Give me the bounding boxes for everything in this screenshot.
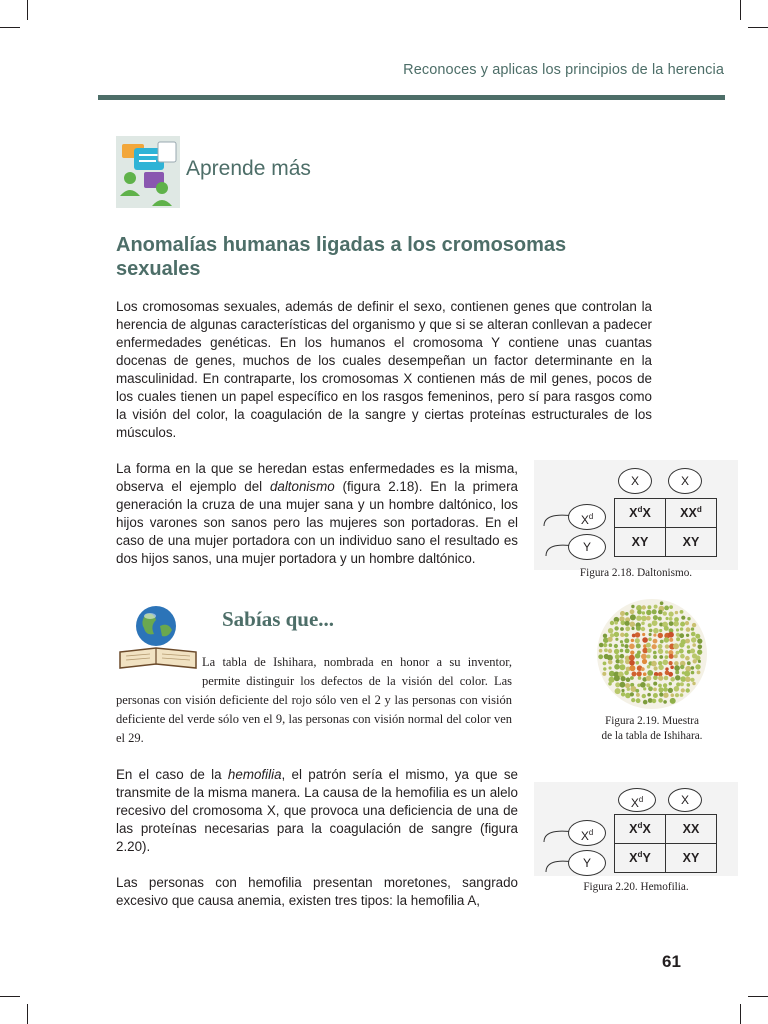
ishihara-dot xyxy=(642,633,645,636)
ishihara-dot xyxy=(629,665,635,671)
ishihara-dot xyxy=(658,684,662,688)
ishihara-dot xyxy=(663,693,668,698)
ishihara-dot xyxy=(658,633,663,638)
ishihara-dot xyxy=(680,610,684,614)
figure-daltonismo xyxy=(534,460,738,572)
ishihara-dot xyxy=(676,682,680,686)
ishihara-dot xyxy=(653,628,659,634)
ishihara-dot xyxy=(646,616,651,621)
ishihara-dot xyxy=(658,687,663,692)
ishihara-dot xyxy=(619,659,624,664)
header-rule xyxy=(98,95,725,100)
ishihara-dot xyxy=(687,683,691,687)
ishihara-dot xyxy=(648,686,653,691)
ishihara-dot xyxy=(671,693,675,697)
ishihara-dot xyxy=(680,682,684,686)
ishihara-dot xyxy=(646,643,651,648)
crop-mark xyxy=(0,996,20,997)
ishihara-dot xyxy=(674,665,680,671)
allele-side-top: $X^d$ xyxy=(568,820,606,846)
ishihara-dot xyxy=(665,655,669,659)
ishihara-dot xyxy=(615,682,620,687)
ishihara-dot xyxy=(652,699,657,704)
table-row xyxy=(615,844,717,873)
ishihara-dot xyxy=(697,639,702,644)
ishihara-dot xyxy=(615,654,620,659)
ishihara-dot xyxy=(663,660,669,666)
punnett-cell: $X^dY$ xyxy=(615,844,666,873)
ishihara-dot xyxy=(608,660,613,665)
ishihara-dot xyxy=(636,626,641,631)
ishihara-dot xyxy=(625,626,630,631)
crop-mark xyxy=(27,0,28,20)
punnett-cell: XY xyxy=(666,844,717,873)
ishihara-dot xyxy=(668,632,674,638)
ishihara-dot xyxy=(674,686,680,692)
table-row xyxy=(615,499,717,528)
ishihara-dot xyxy=(625,693,631,699)
allele-side-top: $X^d$ xyxy=(568,504,606,530)
ishihara-dot xyxy=(681,616,685,620)
ishihara-dot xyxy=(635,689,639,693)
ishihara-dot xyxy=(624,644,628,648)
ishihara-dot xyxy=(679,642,684,647)
section-title: Aprende más xyxy=(186,157,311,180)
sabias-title: Sabías que... xyxy=(222,607,335,631)
ishihara-dot xyxy=(609,643,613,647)
ishihara-dot xyxy=(675,611,678,614)
allele-top-left: $X^d$ xyxy=(618,788,656,812)
ishihara-dot xyxy=(658,661,662,665)
ishihara-dot xyxy=(629,655,635,661)
ishihara-dot xyxy=(668,688,673,693)
allele-top-left: X xyxy=(618,468,652,494)
ishihara-dot xyxy=(676,651,680,655)
ishihara-dot xyxy=(603,634,607,638)
article-title: Anomalías humanas ligadas a los cromosomas sexuales xyxy=(116,234,567,280)
ishihara-dot xyxy=(685,639,690,644)
punnett-cell: XY xyxy=(666,528,717,557)
ishihara-dot xyxy=(658,644,663,649)
ishihara-dot xyxy=(647,655,651,659)
table-row xyxy=(615,528,717,557)
crop-mark xyxy=(0,27,20,28)
ishihara-dot xyxy=(624,633,628,637)
ishihara-dot xyxy=(640,682,646,688)
ishihara-dot xyxy=(691,666,695,670)
ishihara-dot xyxy=(670,677,675,682)
ishihara-dot xyxy=(620,611,625,616)
ishihara-dot xyxy=(607,655,613,661)
ishihara-dot xyxy=(663,687,668,692)
ishihara-dot xyxy=(652,644,657,649)
ishihara-dot xyxy=(673,621,679,627)
ishihara-dot xyxy=(615,638,618,641)
ishihara-dot xyxy=(621,644,624,647)
ishihara-dot xyxy=(693,659,697,663)
ishihara-dot xyxy=(659,629,662,632)
ishihara-dot xyxy=(679,633,684,638)
punnett-cell: XX xyxy=(666,815,717,844)
ishihara-dot xyxy=(642,659,647,664)
ishihara-dot xyxy=(641,622,645,626)
ishihara-dot xyxy=(620,682,626,688)
allele-top-right: X xyxy=(668,788,702,812)
ishihara-dot xyxy=(599,643,604,648)
ishihara-dot xyxy=(679,649,684,654)
ishihara-dot xyxy=(691,627,694,630)
ishihara-dot xyxy=(669,654,674,659)
ishihara-dot xyxy=(629,660,635,666)
crop-mark xyxy=(27,1004,28,1024)
ishihara-dot xyxy=(631,605,634,608)
punnett-cell: $XX^d$ xyxy=(666,499,717,528)
ishihara-dot xyxy=(649,629,653,633)
ishihara-dot xyxy=(687,645,690,648)
ishihara-dot xyxy=(641,667,645,671)
paragraph-daltonismo xyxy=(116,460,518,568)
ishihara-dot xyxy=(653,676,658,681)
ishihara-dot xyxy=(631,639,634,642)
ishihara-dot xyxy=(665,650,668,653)
allele-side-bottom: Y xyxy=(568,850,606,876)
ishihara-dot xyxy=(669,661,673,665)
ishihara-dot xyxy=(641,627,645,631)
ishihara-dot xyxy=(635,653,640,658)
ishihara-dot xyxy=(608,682,612,686)
ishihara-dot xyxy=(614,626,618,630)
sabias-paragraph: La tabla de Ishihara, nombrada en honor a su inventor, permite distinguir los defectos de la visión del color. Las personas con visión deficiente del rojo sólo ven el 2 y las personas con visión deficiente del verde sólo ven el 9, las personas con visión normal del color ven el 29. xyxy=(116,655,512,745)
ishihara-dot xyxy=(619,664,625,670)
ishihara-dot xyxy=(691,632,696,637)
ishihara-dot xyxy=(609,666,612,669)
ishihara-dot xyxy=(670,666,674,670)
paragraph-hemofilia xyxy=(116,766,518,856)
ishihara-dot xyxy=(666,617,669,620)
ishihara-dot xyxy=(664,626,669,631)
ishihara-dot xyxy=(664,606,669,611)
ishihara-dot xyxy=(636,616,641,621)
ishihara-dot xyxy=(652,620,658,626)
ishihara-dot xyxy=(664,637,669,642)
ishihara-dot xyxy=(631,627,634,630)
ishihara-dot xyxy=(669,638,673,642)
ishihara-dot xyxy=(691,637,696,642)
ishihara-dot xyxy=(669,617,673,621)
ishihara-dot xyxy=(636,693,640,697)
crop-mark xyxy=(740,0,741,20)
ishihara-dot xyxy=(676,637,680,641)
sabias-text xyxy=(116,653,512,748)
ishihara-dot xyxy=(621,689,624,692)
ishihara-dot xyxy=(631,698,635,702)
ishihara-dot xyxy=(670,698,676,704)
ishihara-dot xyxy=(653,688,657,692)
ishihara-dot xyxy=(653,634,656,637)
ishihara-dot xyxy=(630,609,635,614)
ishihara-dot xyxy=(659,655,663,659)
ishihara-dot xyxy=(649,633,652,636)
ishihara-dot xyxy=(653,693,658,698)
ishihara-dot xyxy=(637,671,642,676)
ishihara-dot xyxy=(635,638,640,643)
people-chat-icon xyxy=(114,134,182,210)
ishihara-dot xyxy=(663,700,667,704)
ishihara-dot xyxy=(695,634,700,639)
ishihara-dot xyxy=(660,640,664,644)
ishihara-dot xyxy=(624,671,629,676)
term-hemofilia: hemofilia xyxy=(227,767,282,782)
ishihara-dot xyxy=(615,688,621,694)
punnett-cell: $X^dX$ xyxy=(615,815,666,844)
ishihara-dot xyxy=(685,621,689,625)
ishihara-dot xyxy=(620,640,623,643)
paragraph-hemofilia-tipos: Las personas con hemofilia presentan moretones, sangrado excesivo que causa anemia, existen tres tipos: la hemofilia A, xyxy=(116,875,518,908)
term-daltonismo: daltonismo xyxy=(269,479,335,494)
ishihara-dot xyxy=(636,698,641,703)
ishihara-dot xyxy=(602,672,606,676)
ishihara-dot xyxy=(614,621,618,625)
ishihara-dot xyxy=(614,649,619,654)
ishihara-dot xyxy=(663,683,667,687)
ishihara-dot xyxy=(669,682,672,685)
ishihara-dot xyxy=(630,614,636,620)
ishihara-dot xyxy=(654,666,658,670)
ishihara-dot xyxy=(642,611,645,614)
ishihara-dot xyxy=(614,664,620,670)
ishihara-dot xyxy=(625,649,630,654)
ishihara-dot xyxy=(630,622,636,628)
ishihara-dot xyxy=(687,661,691,665)
ishihara-dot xyxy=(630,676,634,680)
ishihara-dot xyxy=(599,649,603,653)
ishihara-dot xyxy=(658,617,662,621)
ishihara-dot xyxy=(627,688,630,691)
ishihara-dot xyxy=(653,655,657,659)
ishihara-dot xyxy=(685,677,690,682)
ishihara-dot xyxy=(665,667,668,670)
ishihara-dot xyxy=(641,616,647,622)
ishihara-dot xyxy=(608,637,613,642)
ishihara-dot xyxy=(647,605,651,609)
ishihara-plate xyxy=(596,598,708,710)
ishihara-dot xyxy=(620,627,624,631)
ishihara-dot xyxy=(646,610,651,615)
ishihara-dot xyxy=(624,638,629,643)
ishihara-dot xyxy=(620,649,624,653)
ishihara-dot xyxy=(686,627,691,632)
ishihara-dot xyxy=(695,664,700,669)
ishihara-dot xyxy=(621,692,625,696)
ishihara-dot xyxy=(604,648,608,652)
ishihara-dot xyxy=(646,676,651,681)
ishihara-dot xyxy=(642,694,646,698)
ishihara-dot xyxy=(698,645,703,650)
ishihara-dot xyxy=(641,654,647,660)
ishihara-dot xyxy=(674,654,678,658)
ishihara-dot xyxy=(636,644,641,649)
ishihara-dot xyxy=(621,676,626,681)
punnett-square xyxy=(614,498,717,557)
ishihara-dot xyxy=(653,651,657,655)
caption-line: Figura 2.19. Muestra xyxy=(605,715,699,727)
ishihara-dot xyxy=(647,665,651,669)
ishihara-dot xyxy=(692,643,696,647)
ishihara-dot xyxy=(648,623,652,627)
ishihara-dot xyxy=(675,670,679,674)
ishihara-dot xyxy=(658,610,663,615)
ishihara-dot xyxy=(651,661,657,667)
ishihara-dot xyxy=(697,650,702,655)
ishihara-dot xyxy=(648,638,652,642)
ishihara-dot xyxy=(692,682,695,685)
punnett-cell: $X^dX$ xyxy=(615,499,666,528)
ishihara-dot xyxy=(603,662,607,666)
ishihara-dot xyxy=(680,622,685,627)
ishihara-dot xyxy=(685,656,690,661)
ishihara-dot xyxy=(658,649,663,654)
ishihara-dot xyxy=(680,693,684,697)
ishihara-dot xyxy=(653,639,658,644)
ishihara-dot xyxy=(638,676,642,680)
ishihara-dot xyxy=(608,628,613,633)
ishihara-dot xyxy=(598,654,603,659)
ishihara-dot xyxy=(642,605,646,609)
ishihara-dot xyxy=(690,649,695,654)
paragraph-text: , el patrón sería el mismo, ya que se transmite de la misma manera. La causa de la hemofilia es un alelo recesivo del cromosoma X, que provoca una deficiencia de una de las proteínas necesarias para la coagulación de sangre (figura 2.20). xyxy=(116,767,518,854)
ishihara-dot xyxy=(609,677,615,683)
ishihara-dot xyxy=(635,632,640,637)
crop-mark xyxy=(748,996,768,997)
ishihara-dot xyxy=(676,628,679,631)
ishihara-dot xyxy=(625,683,630,688)
figure-caption xyxy=(578,714,726,744)
ishihara-dot xyxy=(658,665,663,670)
table-row xyxy=(615,815,717,844)
ishihara-dot xyxy=(691,671,695,675)
ishihara-dot xyxy=(684,671,690,677)
ishihara-dot xyxy=(653,682,657,686)
ishihara-dot xyxy=(680,627,683,630)
ishihara-dot xyxy=(673,643,679,649)
ishihara-dot xyxy=(675,693,679,697)
ishihara-dot xyxy=(698,660,701,663)
ishihara-dot xyxy=(647,693,651,697)
ishihara-dot xyxy=(665,644,669,648)
ishihara-dot xyxy=(660,601,664,605)
ishihara-dot xyxy=(647,648,652,653)
ishihara-dot xyxy=(647,670,653,676)
ishihara-dot xyxy=(654,605,658,609)
allele-top-right: X xyxy=(668,468,702,494)
ishihara-dot xyxy=(669,621,674,626)
ishihara-dot xyxy=(637,610,642,615)
ishihara-dot xyxy=(626,677,631,682)
ishihara-dot xyxy=(674,661,679,666)
paragraph-text: (figura 2.18). En la primera generación la cruza de una mujer sana y un hombre daltónico, los hijos varones son sanos pero las mujeres son portadoras. En el caso de una mujer portadora con un individuo sano el resultado es dos hijos sanos, una mujer portadora y un hombre daltónico. xyxy=(116,479,518,566)
ishihara-dot xyxy=(620,654,625,659)
punnett-square xyxy=(614,814,717,873)
ishihara-dot xyxy=(686,688,690,692)
ishihara-dot xyxy=(629,644,635,650)
ishihara-dot xyxy=(692,623,696,627)
ishihara-dot xyxy=(630,651,634,655)
figure-caption: Figura 2.18. Daltonismo. xyxy=(579,567,693,579)
ishihara-dot xyxy=(680,654,685,659)
page-number: 61 xyxy=(662,952,681,971)
ishihara-dot xyxy=(663,611,667,615)
ishihara-dot xyxy=(630,692,634,696)
ishihara-dot xyxy=(632,672,637,677)
ishihara-dot xyxy=(603,667,606,670)
ishihara-dot xyxy=(675,675,680,680)
crop-mark xyxy=(740,1004,741,1024)
ishihara-dot xyxy=(653,615,658,620)
ishihara-dot xyxy=(664,676,669,681)
ishihara-dot xyxy=(680,665,684,669)
ishihara-dot xyxy=(668,672,673,677)
paragraph-text: En el caso de la xyxy=(116,767,228,782)
ishihara-dot xyxy=(690,678,694,682)
ishihara-dot xyxy=(614,644,618,648)
ishihara-dot xyxy=(658,676,663,681)
ishihara-dot xyxy=(608,649,612,653)
ishihara-dot xyxy=(642,637,648,643)
text-wrap-spacer xyxy=(116,653,202,689)
ishihara-dot xyxy=(614,632,619,637)
ishihara-dot xyxy=(681,688,685,692)
figure-hemofilia xyxy=(534,782,738,890)
ishihara-dot xyxy=(625,621,630,626)
figure-caption: Figura 2.20. Hemofilia. xyxy=(583,881,689,893)
ishihara-dot xyxy=(680,676,686,682)
running-head: Reconoces y aplicas los principios de la herencia xyxy=(403,62,724,78)
allele-side-bottom: Y xyxy=(568,534,606,560)
ishihara-dot xyxy=(643,700,648,705)
ishihara-dot xyxy=(687,617,690,620)
ishihara-dot xyxy=(697,671,701,675)
ishihara-dot xyxy=(603,643,607,647)
ishihara-dot xyxy=(620,633,624,637)
crop-mark xyxy=(748,27,768,28)
ishihara-dot xyxy=(625,659,630,664)
caption-line: de la tabla de Ishihara. xyxy=(601,730,703,742)
ishihara-dot xyxy=(652,609,657,614)
ishihara-dot xyxy=(610,621,614,625)
ishihara-dot xyxy=(669,612,674,617)
ishihara-dot xyxy=(643,687,646,690)
ishihara-dot xyxy=(686,634,689,637)
ishihara-dot xyxy=(625,612,629,616)
ishihara-dot xyxy=(643,672,647,676)
ishihara-dot xyxy=(659,693,663,697)
punnett-cell: XY xyxy=(615,528,666,557)
ishihara-dot xyxy=(614,675,620,681)
paragraph-text: La forma en la que se heredan estas enfermedades es la misma, observa el ejemplo del xyxy=(116,461,518,494)
paragraph-intro: Los cromosomas sexuales, además de definir el sexo, contienen genes que controlan la herencia de algunas características del organismo y que si se alteran conllevan a padecer enfermedades genéticas. En los humanos el cromosoma Y contiene unas cuantas docenas de genes, muchos de los cuales desempeñan un factor determinante en la masculinidad. En contraparte, los cromosomas X contienen más de mil genes, pocos de los cuales tienen un papel específico en los rasgos femeninos, pero sí para rasgos como la visión del color, la coagulación de la sangre y ciertas proteínas estructurales de los músculos. xyxy=(116,299,652,440)
ishihara-dot xyxy=(669,605,673,609)
ishihara-dot xyxy=(658,698,663,703)
ishihara-dot xyxy=(636,661,640,665)
